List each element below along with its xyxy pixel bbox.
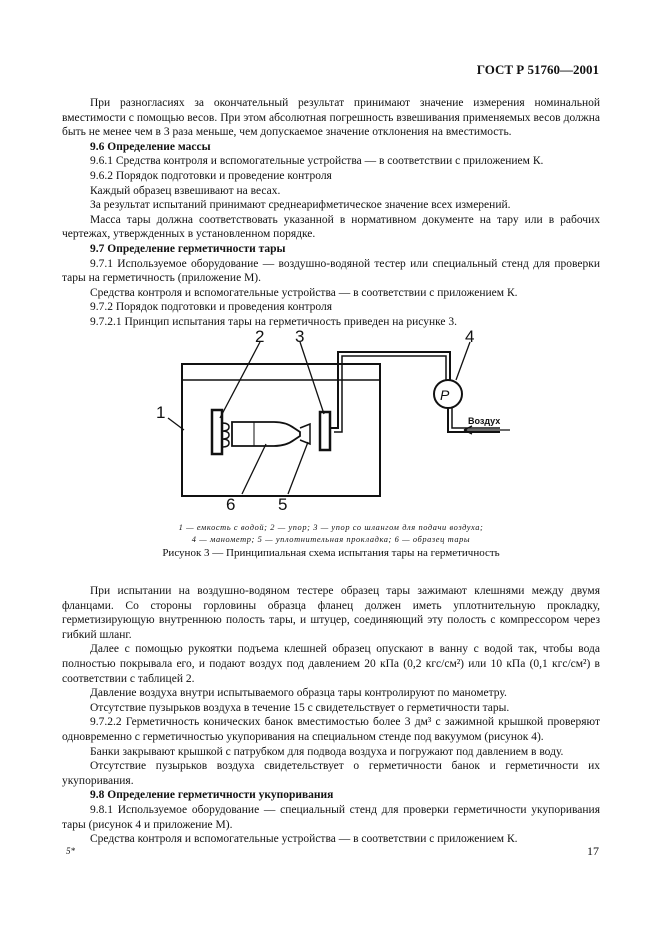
paragraph: Масса тары должна соответствовать указанной в нормативном документе на тару или в рабочих чертежах, утвержденных в установленном порядке.	[62, 213, 600, 241]
stop-with-hose	[320, 412, 330, 450]
paragraph: 9.7.2.2 Герметичность конических банок вместимостью более 3 дм³ с зажимной крышкой проверяют одновременно с герметичностью укупоривания на специальном стенде под вакуумом (рисунок 4).	[62, 716, 600, 743]
section-heading: 9.8 Определение герметичности укупоривания	[90, 789, 334, 802]
paragraph: Средства контроля и вспомогательные устройства — в соответствии с приложением К.	[90, 286, 518, 299]
label-4: 4	[465, 328, 475, 346]
label-3: 3	[295, 328, 305, 346]
page-header: ГОСТ Р 51760—2001	[476, 62, 599, 77]
page-number: 17	[587, 844, 599, 858]
footer-mark: 5*	[66, 846, 75, 856]
paragraph: Отсутствие пузырьков воздуха свидетельствует о герметичности банок и герметичности их укупоривания.	[62, 760, 600, 787]
label-1: 1	[156, 403, 166, 422]
section-heading: 9.6 Определение массы	[90, 140, 211, 153]
paragraph: 9.7.1 Используемое оборудование — воздушно-водяной тестер или специальный стенд для проверки тары на герметичность (приложение М).	[62, 257, 600, 285]
air-label: Воздух	[468, 416, 501, 426]
label-2: 2	[255, 328, 265, 346]
label-5: 5	[278, 495, 288, 510]
legend-line-2: 4 — манометр; 5 — уплотнительная прокладка; 6 — образец тары	[191, 534, 471, 544]
paragraph: Каждый образец взвешивают на весах.	[90, 184, 281, 197]
figure-legend	[62, 522, 600, 545]
figure-3-diagram	[150, 328, 550, 510]
paragraph: Отсутствие пузырьков воздуха в течение 15 с свидетельствует о герметичности тары.	[90, 701, 510, 714]
sample-container	[232, 422, 300, 446]
paragraph: 9.6.1 Средства контроля и вспомогательные устройства — в соответствии с приложением К.	[90, 155, 544, 168]
paragraph: 9.8.1 Используемое оборудование — специальный стенд для проверки герметичности укупоривания тары (рисунок 4 и приложение М).	[62, 803, 600, 831]
legend-line-1: 1 — емкость с водой; 2 — упор; 3 — упор со шлангом для подачи воздуха;	[178, 523, 484, 532]
paragraph: 9.6.2 Порядок подготовки и проведение контроля	[90, 169, 332, 182]
paragraph: Далее с помощью рукоятки подъема клешней образец опускают в ванну с водой так, чтобы вода полностью покрывала его, и подают воздух под давлением 20 кПа (0,2 кгс/см²) или 10 кПа (0,1 кгс/см²) в соответствии с таблицей 2.	[62, 643, 600, 685]
paragraph: За результат испытаний принимают среднеарифметическое значение всех измерений.	[90, 199, 511, 212]
label-6: 6	[226, 495, 236, 510]
paragraph: При разногласиях за окончательный результат принимают значение измерения номинальной вместимости с помощью весов. При этом абсолютная погрешность взвешивания применяемых весов должна быть не менее чем в 3 раза меньше, чем допускаемое значение отклонения на вместимость.	[62, 97, 600, 139]
paragraph: При испытании на воздушно-водяном тестере образец тары зажимают клешнями между двумя фланцами. Со стороны горловины образца фланец должен иметь уплотнительную прокладку, герметизирующую внутреннюю полость тары, и штуцер, соединяющий эту полость с компрессором через гибкий шланг.	[62, 585, 600, 641]
section-heading: 9.7 Определение герметичности тары	[90, 242, 286, 255]
gauge-label: P	[440, 387, 450, 403]
paragraph: Средства контроля и вспомогательные устройства — в соответствии с приложением К.	[90, 833, 518, 846]
paragraph: 9.7.2.1 Принцип испытания тары на герметичность приведен на рисунке 3.	[90, 315, 458, 328]
figure-caption: Рисунок 3 — Принципиальная схема испытания тары на герметичность	[162, 547, 500, 559]
paragraph: Давление воздуха внутри испытываемого образца тары контролируют по манометру.	[90, 687, 507, 700]
text-block-bottom	[62, 584, 600, 847]
text-block-top	[62, 96, 600, 330]
paragraph: Банки закрывают крышкой с патрубком для подвода воздуха и погружают под давлением в воду.	[90, 745, 564, 758]
sealing-gasket	[300, 424, 310, 444]
paragraph: 9.7.2 Порядок подготовки и проведения контроля	[90, 301, 333, 314]
